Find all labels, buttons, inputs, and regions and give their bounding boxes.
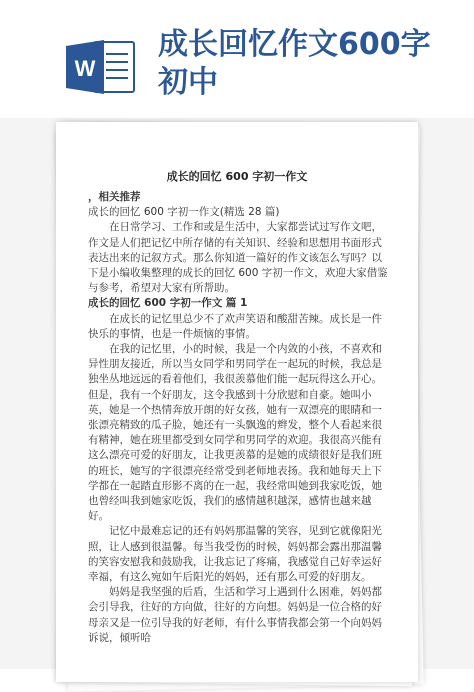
section-heading: 成长的回忆 600 字初一作文 篇 1 [88, 297, 248, 310]
intro-paragraph: 在日常学习、工作和或是生活中，大家都尝试过写作文吧，作文是人们把记忆中所存储的有关知识、经验和思想用书面形式表达出来的记叙方式。那么你知道一篇好的作文该怎么写吗？以下是小编收集整理的成长的回忆 600 字初一作文，欢迎大家借鉴与参考，希望对大家有所帮助。 [88, 221, 388, 295]
related-heading: ，相关推荐 [88, 191, 141, 203]
body-paragraph: 妈妈是我坚强的后盾，生活和学习上遇到什么困难，妈妈都会引导我，往好的方向做，往好的方向想。妈妈是一位合格的好母亲又是一位引导我的好老师，有什么事情我都会第一个向妈妈诉说，倾听哈 [88, 586, 382, 644]
related-item: 成长的回忆 600 字初一作文(精选 28 篇) [88, 206, 280, 219]
document-title: 成长的回忆 600 字初一作文 [166, 170, 308, 183]
body-paragraph: 记忆中最难忘记的还有妈妈那温馨的笑容，见到它就像阳光照，让人感到很温馨。每当我受伤的时候，妈妈都会露出那温馨的笑容安慰我和鼓励我，让我忘记了疼痛，我感觉自己好幸运好幸福，有这么宛如午后阳光的妈妈，还有那么可爱的好朋友。 [88, 525, 382, 584]
page-title: 成长回忆作文600字初中 [158, 27, 431, 100]
svg-text:W: W [74, 56, 96, 81]
word-document-icon [66, 38, 136, 96]
body-paragraph: 在我的记忆里，小的时候，我是一个内敛的小孩，不喜欢和异性朋友接近，所以当女同学和男同学在一起玩的时候，我总是独坐丛地远远的看着他们，我很羡慕他们能一起玩得这么开心。但是，我有一个好朋友，这令我感到十分欣慰和自豪。她叫小英，她是一个热情奔放开朗的好女孩，她有一双漂亮的眼睛和一张漂亮精致的瓜子脸，她还有一头飘逸的辫发，整个人看起来很有精神，她在班里都受到女同学和男同学的欢迎。我很高兴能有这么漂亮可爱的好朋友，让我更羡慕的是她的成绩很好是我们班的班长，她写的字很漂亮经常受到老师地表扬。我和她每天上下学都在一起踏直形影不离的在一起，我经常叫她到我家吃饭，她也曾经叫我到她家吃饭，我们的感情越积越深，感情也越来越好。 [88, 343, 382, 523]
document-body [88, 190, 392, 646]
body-paragraph: 在成长的记忆里总少不了欢声笑语和酸甜苦辣。成长是一件快乐的事情，也是一件烦恼的事情。 [88, 312, 382, 340]
header-banner [0, 0, 474, 118]
